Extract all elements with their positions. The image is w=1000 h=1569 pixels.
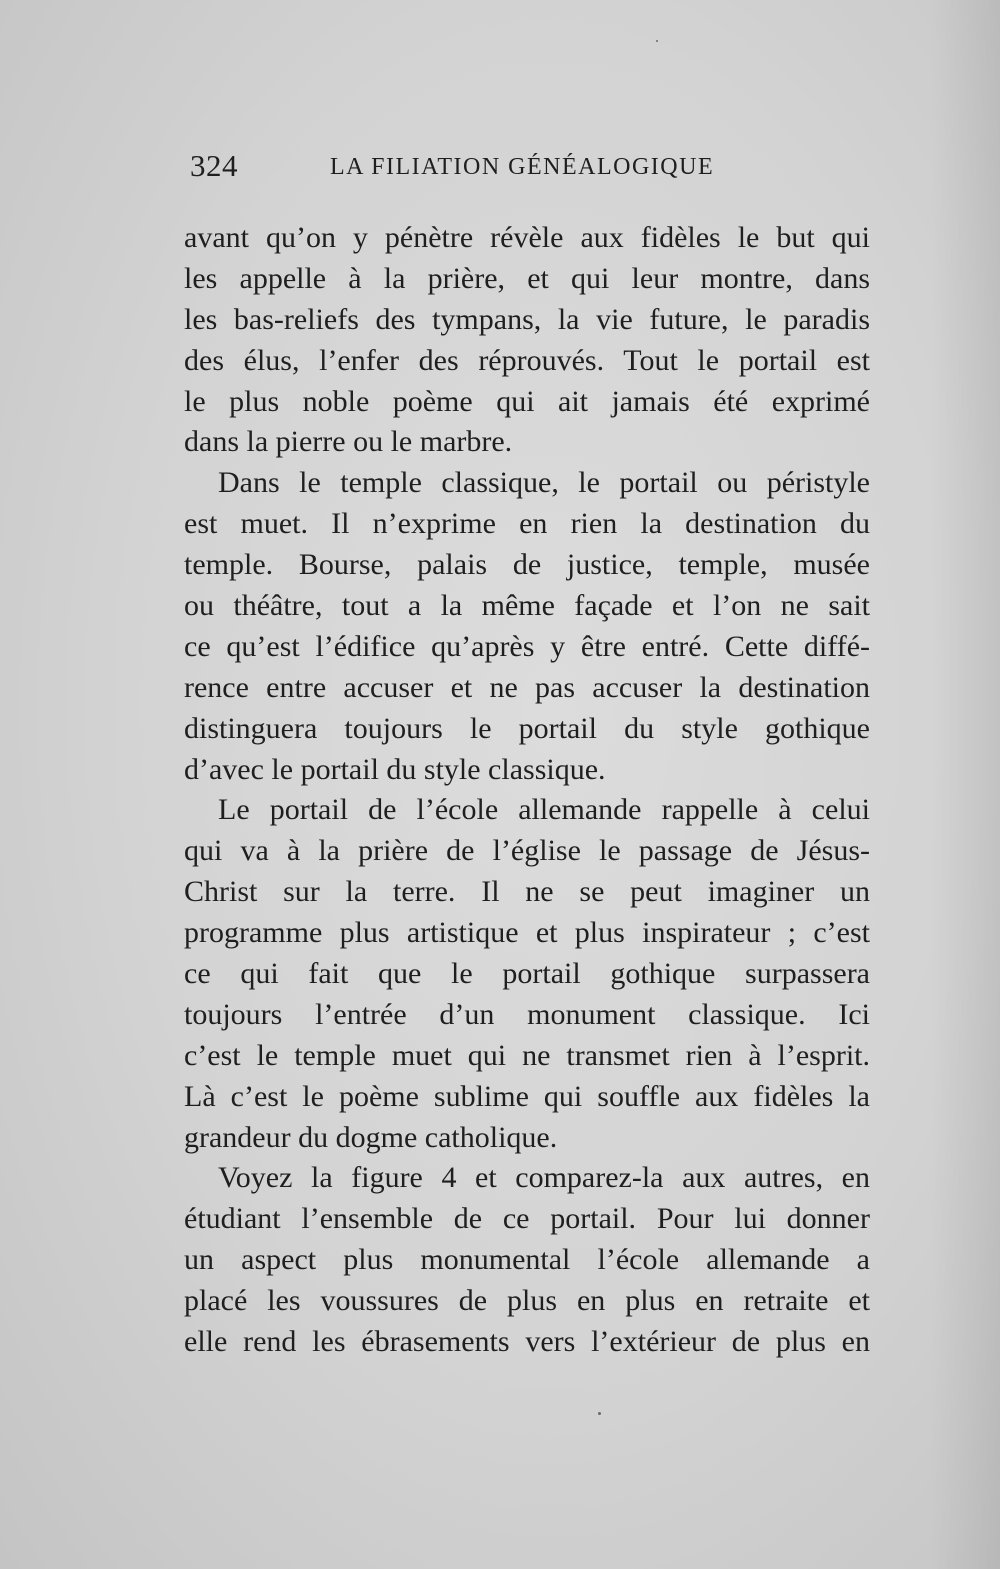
page-number: 324 — [190, 148, 238, 183]
paragraph-2 — [184, 463, 870, 790]
text-line: qui va à la prière de l’église le passage de Jésus- — [184, 834, 870, 868]
page-edge-shadow — [930, 0, 1000, 1569]
text-line: rence entre accuser et ne pas accuser la destination — [184, 670, 870, 704]
paper-speck — [598, 1412, 601, 1415]
text-line: avant qu’on y pénètre révèle aux fidèles le but qui — [184, 221, 870, 254]
paragraph-1 — [184, 218, 870, 463]
text-line: elle rend les ébrasements vers l’extérieur de plus en — [184, 1325, 870, 1359]
text-line: temple. Bourse, palais de justice, temple, musée — [184, 548, 870, 582]
text-line: un aspect plus monumental l’école allemande a — [184, 1243, 870, 1277]
text-line: Christ sur la terre. Il ne se peut imaginer un — [184, 875, 870, 909]
body-text — [184, 218, 870, 1363]
text-line: Là c’est le poème sublime qui souffle aux fidèles la — [184, 1079, 870, 1113]
text-line: ce qui fait que le portail gothique surpassera — [184, 957, 870, 991]
text-line: programme plus artistique et plus inspirateur ; c’est — [184, 916, 870, 950]
text-line: ou théâtre, tout a la même façade et l’on ne sait — [184, 589, 870, 623]
running-title: LA FILIATION GÉNÉALOGIQUE — [330, 154, 715, 180]
text-line: toujours l’entrée d’un monument classique. Ici — [184, 997, 870, 1031]
text-line: le plus noble poème qui ait jamais été exprimé — [184, 384, 870, 418]
text-line: des élus, l’enfer des réprouvés. Tout le portail est — [184, 343, 870, 377]
text-line: placé les voussures de plus en plus en retraite et — [184, 1284, 870, 1318]
text-line: les appelle à la prière, et qui leur montre, dans — [184, 261, 870, 295]
page-header — [190, 148, 870, 188]
text-line: Voyez la figure 4 et comparez-la aux autres, en — [218, 1161, 870, 1195]
text-line: les bas-reliefs des tympans, la vie future, le paradis — [184, 302, 870, 336]
text-line: ce qu’est l’édifice qu’après y être entré. Cette diffé- — [184, 629, 870, 663]
text-line: d’avec le portail du style classique. — [184, 752, 606, 786]
paper-speck — [656, 40, 658, 42]
text-line: Le portail de l’école allemande rappelle à celui — [218, 793, 870, 827]
text-line: dans la pierre ou le marbre. — [184, 425, 513, 459]
text-line: est muet. Il n’exprime en rien la destination du — [184, 507, 870, 541]
text-line: distinguera toujours le portail du style gothique — [184, 711, 870, 745]
text-line: c’est le temple muet qui ne transmet rien à l’esprit. — [184, 1038, 870, 1072]
paragraph-3 — [184, 790, 870, 1158]
text-line: grandeur du dogme catholique. — [184, 1120, 558, 1154]
text-line: étudiant l’ensemble de ce portail. Pour lui donner — [184, 1202, 870, 1236]
text-line: Dans le temple classique, le portail ou péristyle — [218, 466, 870, 500]
paragraph-4 — [184, 1158, 870, 1362]
